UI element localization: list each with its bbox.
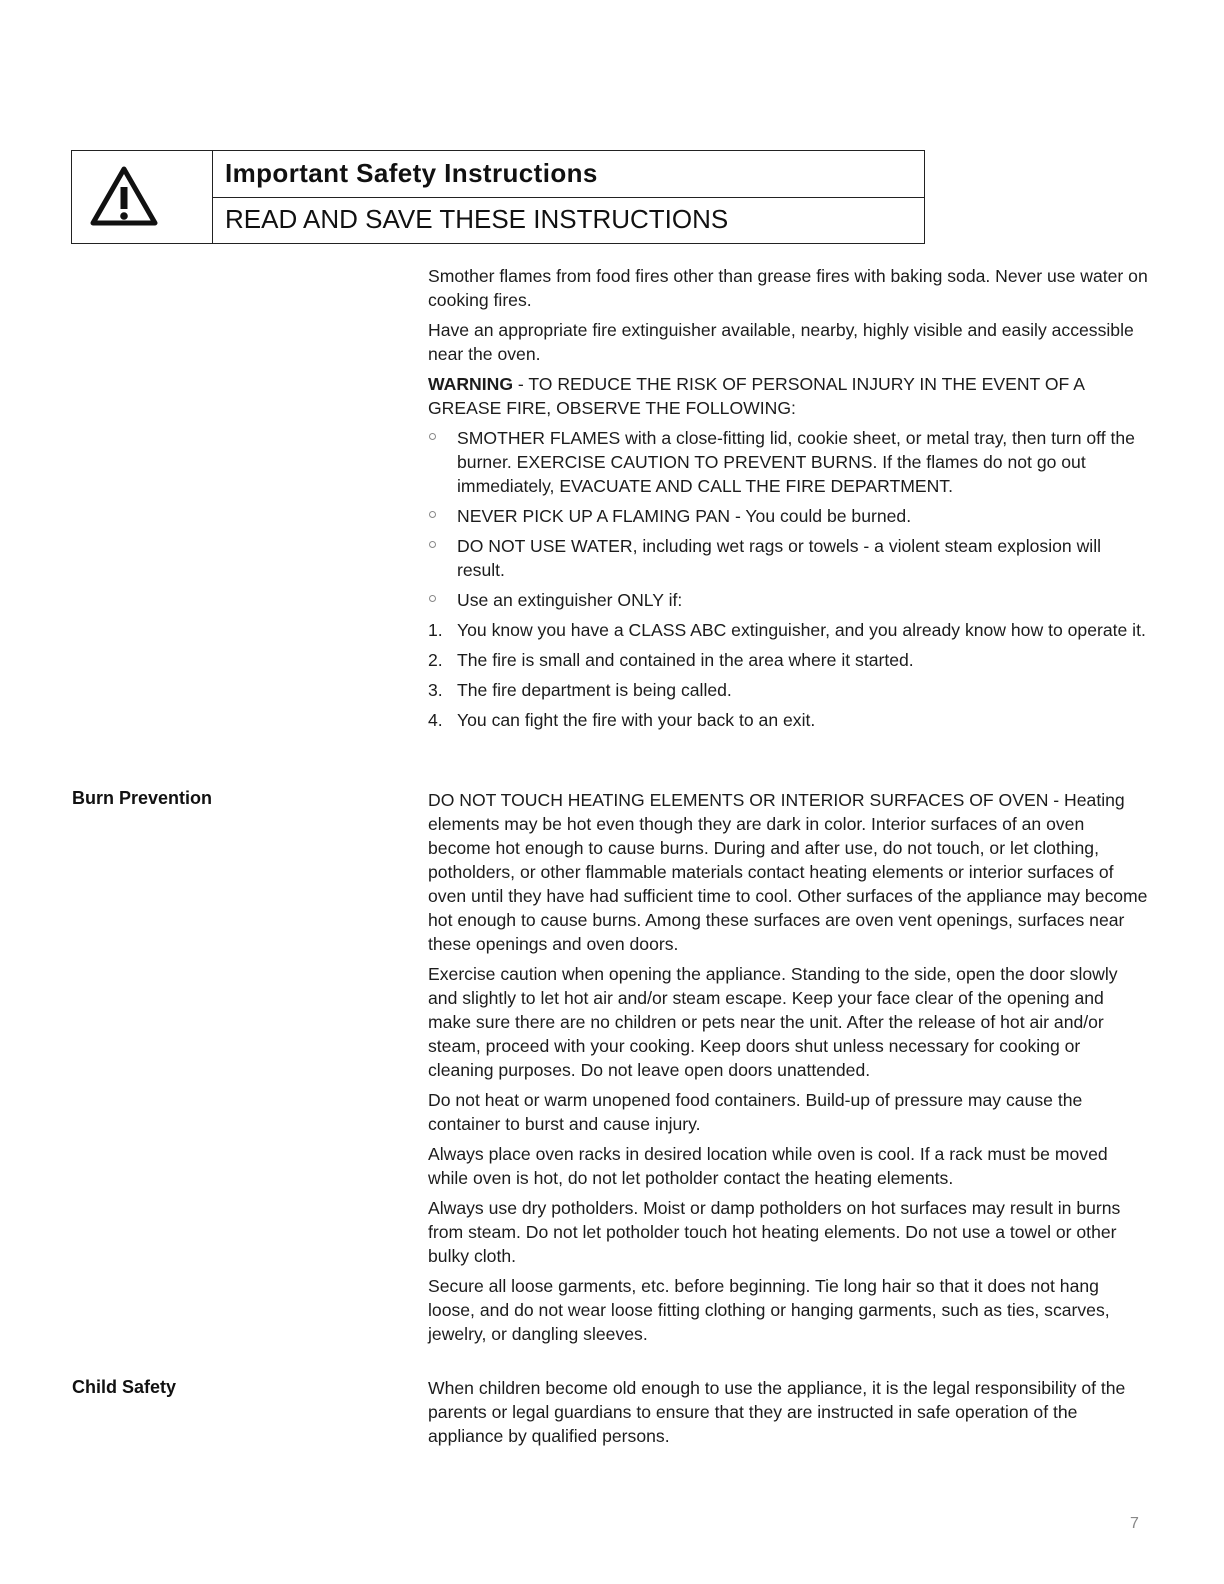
warning-text: - TO REDUCE THE RISK OF PERSONAL INJURY IN THE EVENT OF A GREASE FIRE, OBSERVE THE FOLLOWING: [428, 374, 1084, 418]
burn-section [428, 788, 1148, 1352]
numbered-text: You know you have a CLASS ABC extinguisher, and you already know how to operate it. [457, 620, 1146, 640]
fire-paragraph-2: Have an appropriate fire extinguisher available, nearby, highly visible and easily accessible near the oven. [428, 320, 1134, 364]
bullet-item [428, 504, 1148, 528]
header-subtitle: READ AND SAVE THESE INSTRUCTIONS [225, 204, 729, 234]
safety-header-box [71, 150, 925, 244]
bullet-item [428, 426, 1148, 498]
burn-prevention-label: Burn Prevention [72, 788, 213, 808]
page-number: 7 [1130, 1515, 1139, 1532]
burn-paragraph: Always place oven racks in desired location while oven is cool. If a rack must be moved while oven is hot, do not let potholder contact the heating elements. [428, 1144, 1108, 1188]
bullet-icon [429, 433, 436, 440]
bullet-text: SMOTHER FLAMES with a close-fitting lid, cookie sheet, or metal tray, then turn off the burner. EXERCISE CAUTION TO PREVENT BURNS. If the flames do not go out immediately, EVACUATE AND CALL THE FIRE DEPARTMENT. [457, 428, 1135, 496]
item-number: 3. [428, 680, 443, 700]
child-section [428, 1376, 1148, 1454]
bullet-text: NEVER PICK UP A FLAMING PAN - You could be burned. [457, 506, 912, 526]
bullet-icon [429, 511, 436, 518]
numbered-text: The fire is small and contained in the area where it started. [457, 650, 914, 670]
bullet-icon [429, 595, 436, 602]
burn-paragraph: DO NOT TOUCH HEATING ELEMENTS OR INTERIOR SURFACES OF OVEN - Heating elements may be hot even though they are dark in color. Interior surfaces of an oven become hot enough to cause burns. During and after use, do not touch, or let clothing, potholders, or other flammable materials contact heating elements or interior surfaces of oven until they have had sufficient time to cool. Other surfaces of the appliance may become hot enough to cause burns. Among these surfaces are oven vent openings, surfaces near these openings and oven doors. [428, 790, 1148, 954]
header-title: Important Safety Instructions [225, 158, 598, 188]
warning-label: WARNING [428, 374, 514, 394]
child-paragraph: When children become old enough to use the appliance, it is the legal responsibility of the parents or legal guardians to ensure that they are instructed in safe operation of the appliance by qualified persons. [428, 1378, 1126, 1446]
bullet-item [428, 534, 1148, 582]
fire-section [428, 264, 1148, 738]
burn-paragraph: Always use dry potholders. Moist or damp potholders on hot surfaces may result in burns from steam. Do not let potholder touch hot heating elements. Do not use a towel or other bulky cloth. [428, 1198, 1121, 1266]
item-number: 1. [428, 620, 443, 640]
fire-paragraph-1: Smother flames from food fires other than grease fires with baking soda. Never use water on cooking fires. [428, 266, 1148, 310]
bullet-icon [429, 541, 436, 548]
bullet-text: Use an extinguisher ONLY if: [457, 590, 683, 610]
numbered-item [428, 618, 1148, 642]
numbered-item [428, 648, 1148, 672]
item-number: 4. [428, 710, 443, 730]
bullet-item [428, 588, 1148, 612]
header-icon-cell [72, 151, 213, 243]
bullet-text: DO NOT USE WATER, including wet rags or towels - a violent steam explosion will result. [457, 536, 1102, 580]
numbered-item [428, 678, 1148, 702]
numbered-text: You can fight the fire with your back to an exit. [457, 710, 816, 730]
numbered-text: The fire department is being called. [457, 680, 732, 700]
numbered-item [428, 708, 1148, 732]
header-title-row [213, 151, 924, 198]
burn-paragraph: Do not heat or warm unopened food containers. Build-up of pressure may cause the container to burst and cause injury. [428, 1090, 1083, 1134]
item-number: 2. [428, 650, 443, 670]
warning-paragraph [428, 372, 1148, 420]
burn-paragraph: Secure all loose garments, etc. before beginning. Tie long hair so that it does not hang loose, and do not wear loose fitting clothing or hanging garments, such as ties, scarves, jewelry, or dangling sleeves. [428, 1276, 1110, 1344]
child-safety-label: Child Safety [72, 1377, 177, 1397]
warning-triangle-icon [89, 165, 159, 227]
burn-paragraph: Exercise caution when opening the appliance. Standing to the side, open the door slowly and slightly to let hot air and/or steam escape. Keep your face clear of the opening and make sure there are no children or pets near the unit. After the release of hot air and/or steam, proceed with your cooking. Keep doors shut unless necessary for cooking or cleaning purposes. Do not leave open doors unattended. [428, 964, 1118, 1080]
